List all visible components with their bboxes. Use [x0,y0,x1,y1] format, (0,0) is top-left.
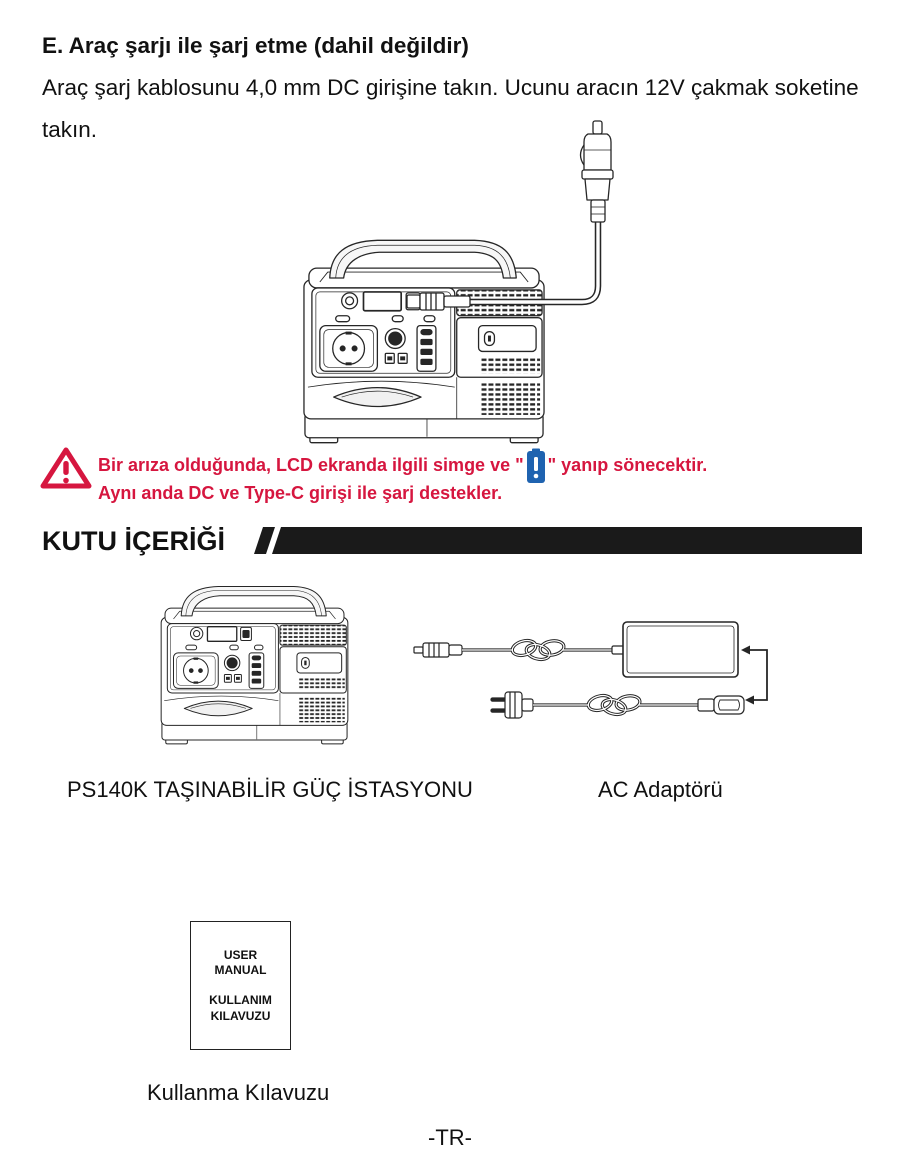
warning-triangle-icon [43,450,89,486]
ac-adapter-icon [414,622,767,718]
warning-text-before: Bir arıza olduğunda, LCD ekranda ilgili simge ve " [98,455,524,475]
manual-cover-line: KULLANIM [209,993,272,1007]
adapter-mains-cable [533,693,699,717]
eu-mains-plug-icon [491,692,533,718]
user-manual-caption: Kullanma Kılavuzu [147,1080,330,1105]
user-manual-icon [190,921,291,1050]
section-e-body-line: takın. [42,117,98,142]
adapter-dc-cable [462,638,613,662]
connection-arrow-icon [741,646,767,705]
warning-line-1 [98,456,707,474]
dc-barrel-plug-icon [414,643,462,657]
power-station-icon [304,240,544,442]
battery-alert-icon [524,456,548,474]
warning-line-2: Aynı anda DC ve Type-C girişi ile şarj destekler. [98,483,503,503]
section-heading-bar [254,527,862,554]
manual-cover-line: USER [223,948,258,962]
manual-cover-line: KILAVUZU [210,1009,271,1023]
ac-adapter-caption: AC Adaptörü [598,777,723,802]
c7-connector-icon [698,696,744,714]
power-station-caption: PS140K TAŞINABİLİR GÜÇ İSTASYONU [67,777,473,802]
car-charging-illustration [304,121,613,443]
box-contents-heading: KUTU İÇERİĞİ [42,526,226,556]
dc-input-plug-icon [407,293,470,310]
car-charger-plug-icon [581,121,614,222]
section-e-heading: E. Araç şarjı ile şarj etme (dahil değildir) [42,33,469,58]
warning-text-after: " yanıp sönecektir. [547,455,708,475]
page-language-label: -TR- [428,1125,472,1150]
adapter-brick-icon [612,622,738,677]
power-station-icon [161,587,348,744]
manual-cover-line: MANUAL [214,963,267,977]
section-e-body-line: Araç şarj kablosunu 4,0 mm DC girişine takın. Ucunu aracın 12V çakmak soketine [42,75,859,100]
